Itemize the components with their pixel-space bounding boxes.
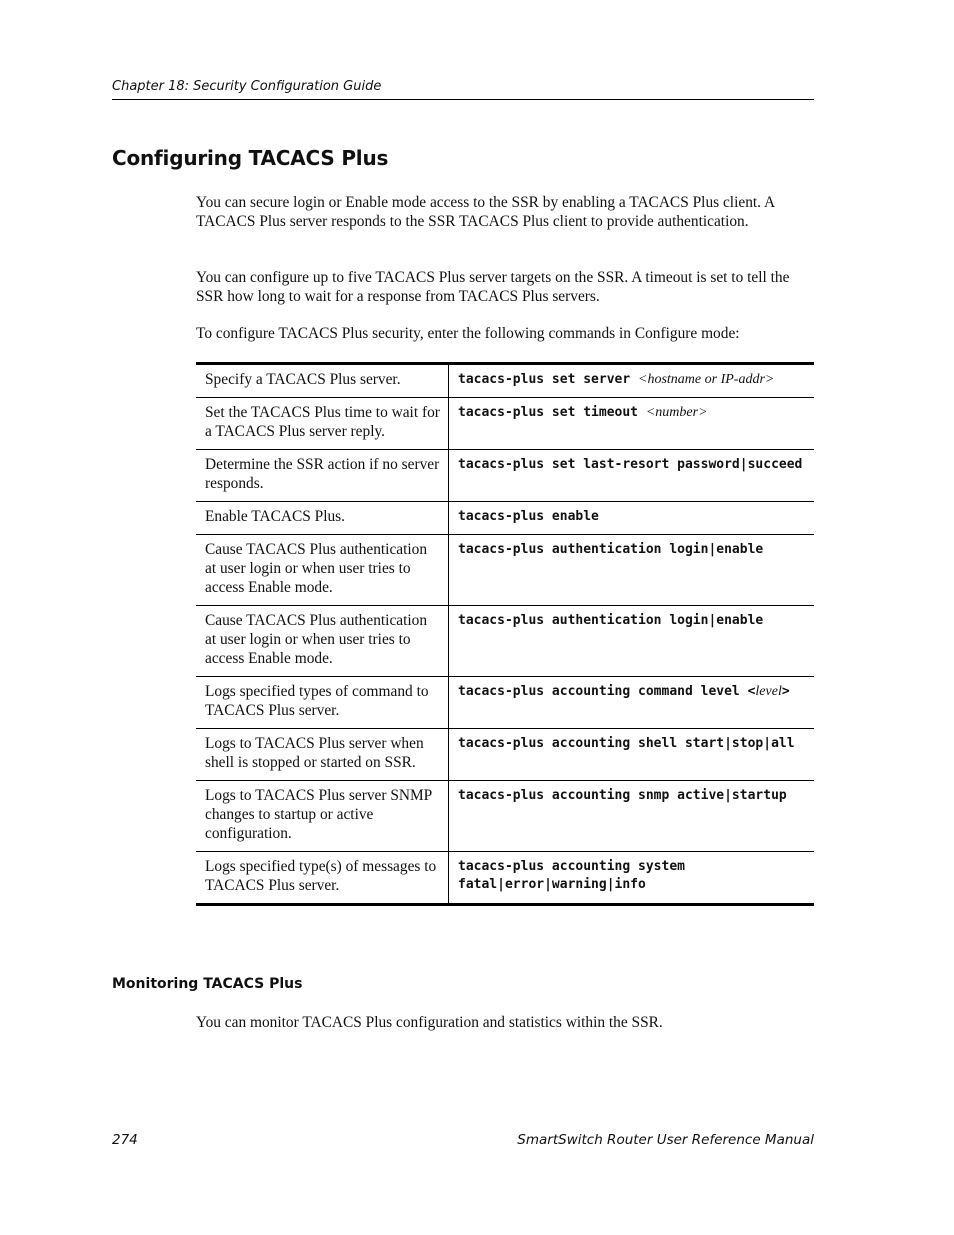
targets-paragraph: You can configure up to five TACACS Plus server targets on the SSR. A timeout is set to tell the SSR how long to wait for a response from TACACS Plus servers. bbox=[196, 269, 790, 305]
row-command: tacacs-plus enable bbox=[449, 502, 815, 535]
running-header: Chapter 18: Security Configuration Guide bbox=[112, 79, 814, 100]
row-command: tacacs-plus set timeout <number> bbox=[449, 398, 815, 450]
subsection-title: Monitoring TACACS Plus bbox=[112, 976, 303, 992]
row-description: Logs specified types of command to TACACS Plus server. bbox=[196, 677, 449, 729]
table-row bbox=[196, 729, 814, 781]
row-command: tacacs-plus accounting snmp active|startup bbox=[449, 781, 815, 852]
command-table bbox=[196, 362, 814, 906]
monitoring-paragraph: You can monitor TACACS Plus configuration and statistics within the SSR. bbox=[196, 1014, 663, 1031]
row-command: tacacs-plus accounting shell start|stop|all bbox=[449, 729, 815, 781]
row-description: Cause TACACS Plus authentication at user login or when user tries to access Enable mode. bbox=[196, 535, 449, 606]
table-row bbox=[196, 450, 814, 502]
row-command: tacacs-plus authentication login|enable bbox=[449, 606, 815, 677]
row-description: Enable TACACS Plus. bbox=[196, 502, 449, 535]
row-command: tacacs-plus set last-resort password|succeed bbox=[449, 450, 815, 502]
table-row bbox=[196, 852, 814, 905]
intro-paragraph: You can secure login or Enable mode access to the SSR by enabling a TACACS Plus client. A TACACS Plus server responds to the SSR TACACS Plus client to provide authentication. bbox=[196, 194, 775, 230]
table-row bbox=[196, 677, 814, 729]
table-row bbox=[196, 606, 814, 677]
row-description: Determine the SSR action if no server responds. bbox=[196, 450, 449, 502]
table-row bbox=[196, 781, 814, 852]
row-command: tacacs-plus set server <hostname or IP-addr> bbox=[449, 364, 815, 398]
row-description: Cause TACACS Plus authentication at user login or when user tries to access Enable mode. bbox=[196, 606, 449, 677]
row-command: tacacs-plus authentication login|enable bbox=[449, 535, 815, 606]
row-description: Specify a TACACS Plus server. bbox=[196, 364, 449, 398]
row-description: Logs to TACACS Plus server when shell is stopped or started on SSR. bbox=[196, 729, 449, 781]
row-description: Set the TACACS Plus time to wait for a TACACS Plus server reply. bbox=[196, 398, 449, 450]
row-command: tacacs-plus accounting command level <level> bbox=[449, 677, 815, 729]
table-row bbox=[196, 535, 814, 606]
page-number: 274 bbox=[112, 1132, 138, 1148]
row-command: tacacs-plus accounting system fatal|error|warning|info bbox=[458, 859, 685, 892]
manual-title: SmartSwitch Router User Reference Manual bbox=[517, 1132, 814, 1148]
row-description: Logs specified type(s) of messages to TACACS Plus server. bbox=[196, 852, 449, 905]
configure-paragraph: To configure TACACS Plus security, enter the following commands in Configure mode: bbox=[196, 325, 740, 342]
section-title: Configuring TACACS Plus bbox=[112, 146, 389, 170]
table-row bbox=[196, 398, 814, 450]
table-row bbox=[196, 364, 814, 398]
row-description: Logs to TACACS Plus server SNMP changes to startup or active configuration. bbox=[196, 781, 449, 852]
table-row bbox=[196, 502, 814, 535]
